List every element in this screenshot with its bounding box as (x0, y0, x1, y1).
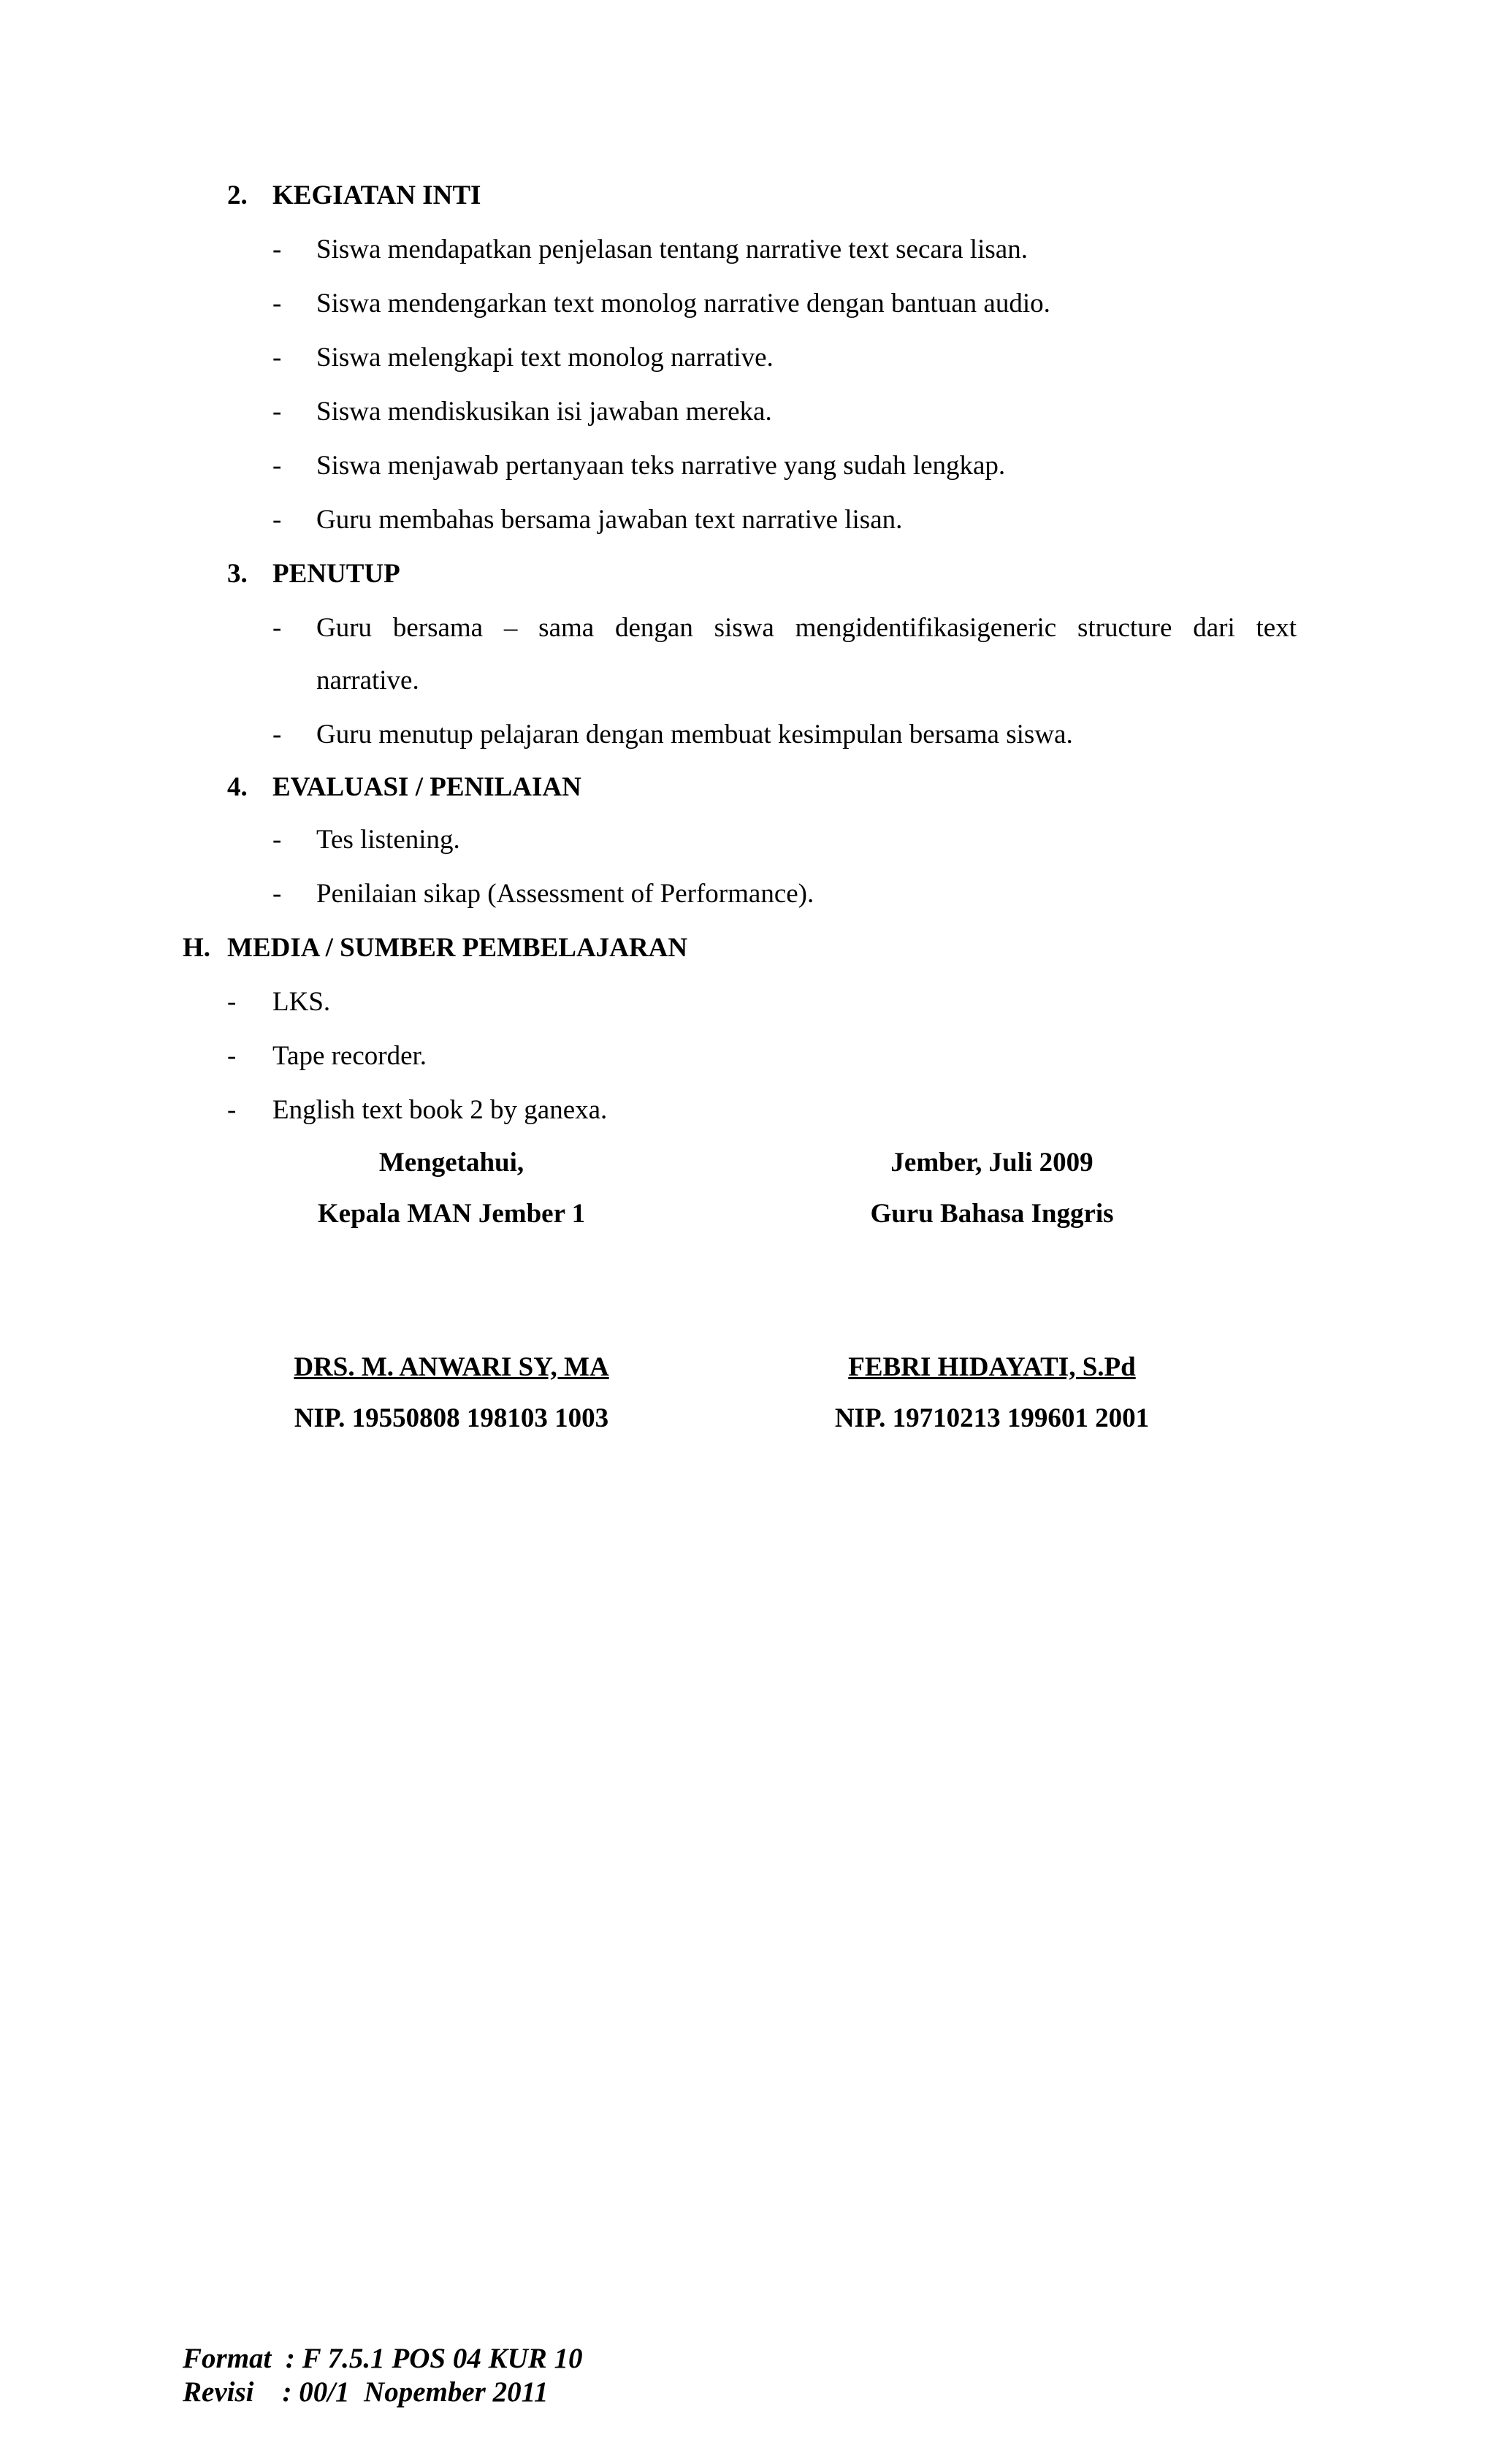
section-title-media: MEDIA / SUMBER PEMBELAJARAN (227, 933, 688, 963)
section-number-penutup: 3. (227, 559, 248, 589)
list-bullet: - (272, 720, 282, 750)
list-item: Siswa melengkapi text monolog narrative. (316, 343, 774, 373)
list-bullet: - (227, 1041, 237, 1071)
section-title-kegiatan-inti: KEGIATAN INTI (272, 180, 481, 210)
list-item: Guru bersama – sama dengan siswa mengidentifikasigeneric structure dari text (316, 613, 1297, 643)
list-item: Penilaian sikap (Assessment of Performance). (316, 879, 814, 909)
section-letter-media: H. (183, 933, 211, 963)
signature-left-role: Kepala MAN Jember 1 (317, 1199, 586, 1229)
list-bullet: - (272, 343, 282, 373)
list-item: Siswa mendapatkan penjelasan tentang narrative text secara lisan. (316, 234, 1028, 264)
list-item-continuation: narrative. (316, 665, 419, 695)
list-item: English text book 2 by ganexa. (272, 1095, 608, 1125)
list-item: Siswa menjawab pertanyaan teks narrative yang sudah lengkap. (316, 451, 1006, 481)
signature-left-label: Mengetahui, (378, 1148, 524, 1178)
list-item: Guru membahas bersama jawaban text narrative lisan. (316, 505, 903, 535)
section-number-kegiatan-inti: 2. (227, 180, 248, 210)
list-bullet: - (272, 289, 282, 319)
list-item: Tape recorder. (272, 1041, 427, 1071)
list-item: LKS. (272, 987, 331, 1017)
list-item: Siswa mendiskusikan isi jawaban mereka. (316, 397, 772, 427)
list-item: Guru menutup pelajaran dengan membuat kesimpulan bersama siswa. (316, 720, 1073, 750)
list-bullet: - (272, 879, 282, 909)
section-title-evaluasi: EVALUASI / PENILAIAN (272, 772, 581, 802)
signature-right-nip: NIP. 19710213 199601 2001 (834, 1403, 1150, 1433)
list-bullet: - (227, 1095, 237, 1125)
list-bullet: - (272, 234, 282, 264)
list-bullet: - (272, 451, 282, 481)
section-number-evaluasi: 4. (227, 772, 248, 802)
list-bullet: - (227, 987, 237, 1017)
list-bullet: - (272, 397, 282, 427)
footer-revisi: Revisi : 00/1 Nopember 2011 (183, 2376, 549, 2408)
signature-right-role: Guru Bahasa Inggris (870, 1199, 1114, 1229)
footer-format: Format : F 7.5.1 POS 04 KUR 10 (183, 2343, 583, 2374)
list-bullet: - (272, 613, 282, 643)
signature-left-name: DRS. M. ANWARI SY, MA (294, 1352, 609, 1382)
signature-left-nip: NIP. 19550808 198103 1003 (294, 1403, 609, 1433)
list-bullet: - (272, 505, 282, 535)
signature-right-date: Jember, Juli 2009 (890, 1148, 1094, 1178)
list-item: Siswa mendengarkan text monolog narrative dengan bantuan audio. (316, 289, 1050, 319)
signature-right-name: FEBRI HIDAYATI, S.Pd (848, 1352, 1136, 1382)
list-item: Tes listening. (316, 825, 460, 855)
list-bullet: - (272, 825, 282, 855)
section-title-penutup: PENUTUP (272, 559, 400, 589)
